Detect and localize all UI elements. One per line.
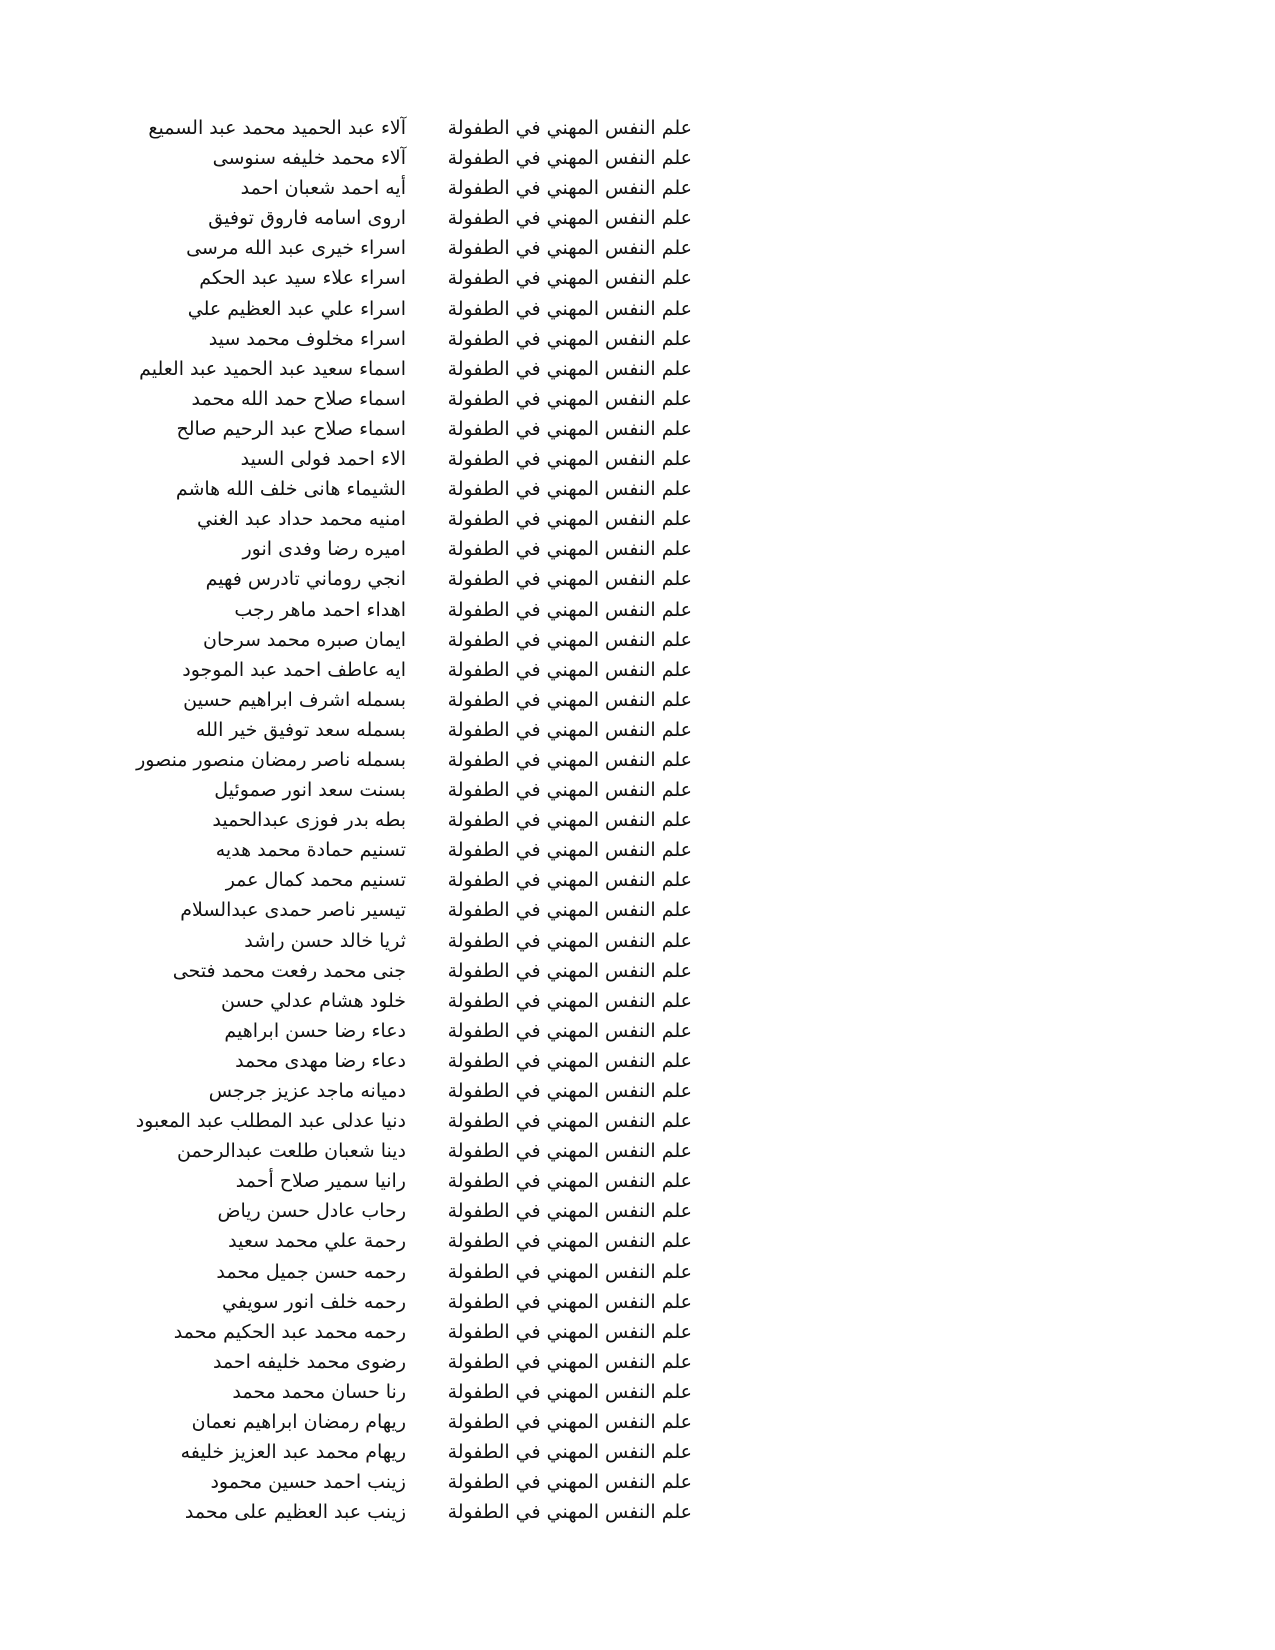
course-name-cell: علم النفس المهني في الطفولة	[447, 568, 692, 591]
table-row	[0, 324, 1275, 354]
student-name-cell: اسراء مخلوف محمد سيد	[208, 327, 406, 350]
student-name-cell: تسنيم حمادة محمد هديه	[215, 839, 406, 862]
table-row	[0, 534, 1275, 564]
student-name-cell: بسنت سعد انور صموئيل	[214, 779, 406, 802]
table-row	[0, 173, 1275, 203]
table-row	[0, 1106, 1275, 1136]
table-row	[0, 263, 1275, 293]
course-name-cell: علم النفس المهني في الطفولة	[447, 959, 692, 982]
table-row	[0, 1226, 1275, 1256]
course-name-cell: علم النفس المهني في الطفولة	[447, 779, 692, 802]
student-name-cell: اسراء علاء سيد عبد الحكم	[199, 267, 406, 290]
course-name-cell: علم النفس المهني في الطفولة	[447, 1170, 692, 1193]
student-name-cell: دعاء رضا حسن ابراهيم	[224, 1019, 406, 1042]
course-name-cell: علم النفس المهني في الطفولة	[447, 237, 692, 260]
course-name-cell: علم النفس المهني في الطفولة	[447, 989, 692, 1012]
table-row	[0, 1407, 1275, 1437]
table-row	[0, 745, 1275, 775]
table-row	[0, 504, 1275, 534]
course-name-cell: علم النفس المهني في الطفولة	[447, 1471, 692, 1494]
student-name-cell: اسراء علي عبد العظيم علي	[187, 297, 406, 320]
student-name-cell: دعاء رضا مهدى محمد	[235, 1049, 406, 1072]
table-row	[0, 1347, 1275, 1377]
student-course-list	[0, 113, 1275, 1527]
student-name-cell: بطه بدر فوزى عبدالحميد	[212, 809, 406, 832]
table-row	[0, 625, 1275, 655]
course-name-cell: علم النفس المهني في الطفولة	[447, 1320, 692, 1343]
course-name-cell: علم النفس المهني في الطفولة	[447, 1501, 692, 1524]
course-name-cell: علم النفس المهني في الطفولة	[447, 809, 692, 832]
student-name-cell: اروى اسامه فاروق توفيق	[208, 207, 406, 230]
student-name-cell: ايه عاطف احمد عبد الموجود	[182, 658, 406, 681]
student-name-cell: اسماء سعيد عبد الحميد عبد العليم	[139, 357, 406, 380]
student-name-cell: امنيه محمد حداد عبد الغني	[197, 508, 406, 531]
table-row	[0, 1136, 1275, 1166]
student-name-cell: زينب احمد حسين محمود	[210, 1471, 406, 1494]
table-row	[0, 1046, 1275, 1076]
course-name-cell: علم النفس المهني في الطفولة	[447, 417, 692, 440]
course-name-cell: علم النفس المهني في الطفولة	[447, 598, 692, 621]
course-name-cell: علم النفس المهني في الطفولة	[447, 267, 692, 290]
course-name-cell: علم النفس المهني في الطفولة	[447, 1019, 692, 1042]
student-name-cell: ايمان صبره محمد سرحان	[202, 628, 406, 651]
course-name-cell: علم النفس المهني في الطفولة	[447, 1080, 692, 1102]
student-name-cell: دينا شعبان طلعت عبدالرحمن	[177, 1140, 406, 1163]
course-name-cell: علم النفس المهني في الطفولة	[447, 1411, 692, 1434]
course-name-cell: علم النفس المهني في الطفولة	[447, 839, 692, 862]
course-name-cell: علم النفس المهني في الطفولة	[447, 1380, 692, 1403]
course-name-cell: علم النفس المهني في الطفولة	[447, 929, 692, 952]
table-row	[0, 595, 1275, 625]
student-name-cell: زينب عبد العظيم على محمد	[184, 1501, 406, 1524]
table-row	[0, 1196, 1275, 1226]
table-row	[0, 805, 1275, 835]
table-row	[0, 233, 1275, 263]
table-row	[0, 715, 1275, 745]
student-name-cell: اسماء صلاح حمد الله محمد	[191, 387, 406, 410]
table-row	[0, 1076, 1275, 1106]
course-name-cell: علم النفس المهني في الطفولة	[447, 508, 692, 531]
student-name-cell: رحمه حسن جميل محمد	[216, 1260, 406, 1283]
table-row	[0, 655, 1275, 685]
table-row	[0, 113, 1275, 143]
course-name-cell: علم النفس المهني في الطفولة	[447, 448, 692, 471]
table-row	[0, 1437, 1275, 1467]
course-name-cell: علم النفس المهني في الطفولة	[447, 117, 692, 139]
table-row	[0, 865, 1275, 895]
student-name-cell: خلود هشام عدلي حسن	[220, 989, 406, 1012]
student-name-cell: الشيماء هانى خلف الله هاشم	[175, 478, 406, 501]
course-name-cell: علم النفس المهني في الطفولة	[447, 688, 692, 711]
student-name-cell: دميانه ماجد عزيز جرجس	[208, 1080, 406, 1102]
table-row	[0, 1377, 1275, 1407]
course-name-cell: علم النفس المهني في الطفولة	[447, 1260, 692, 1283]
student-name-cell: رحمه خلف انور سويفي	[222, 1290, 406, 1313]
table-row	[0, 926, 1275, 956]
student-name-cell: بسمله ناصر رمضان منصور منصور	[136, 748, 406, 771]
student-name-cell: الاء احمد فولى السيد	[240, 448, 406, 471]
student-name-cell: رحاب عادل حسن رياض	[217, 1200, 406, 1223]
course-name-cell: علم النفس المهني في الطفولة	[447, 147, 692, 170]
course-name-cell: علم النفس المهني في الطفولة	[447, 207, 692, 230]
course-name-cell: علم النفس المهني في الطفولة	[447, 387, 692, 410]
table-row	[0, 474, 1275, 504]
course-name-cell: علم النفس المهني في الطفولة	[447, 297, 692, 320]
course-name-cell: علم النفس المهني في الطفولة	[447, 538, 692, 561]
student-name-cell: دنيا عدلى عبد المطلب عبد المعبود	[135, 1110, 406, 1133]
student-name-cell: اسراء خيرى عبد الله مرسى	[186, 237, 406, 260]
student-name-cell: تسنيم محمد كمال عمر	[225, 869, 406, 892]
student-name-cell: انجي روماني تادرس فهيم	[205, 568, 406, 591]
student-name-cell: بسمله سعد توفيق خير الله	[195, 718, 406, 741]
table-row	[0, 775, 1275, 805]
table-row	[0, 685, 1275, 715]
course-name-cell: علم النفس المهني في الطفولة	[447, 1441, 692, 1464]
table-row	[0, 294, 1275, 324]
table-row	[0, 986, 1275, 1016]
course-name-cell: علم النفس المهني في الطفولة	[447, 327, 692, 350]
table-row	[0, 835, 1275, 865]
student-name-cell: بسمله اشرف ابراهيم حسين	[183, 688, 406, 711]
course-name-cell: علم النفس المهني في الطفولة	[447, 869, 692, 892]
table-row	[0, 956, 1275, 986]
course-name-cell: علم النفس المهني في الطفولة	[447, 1350, 692, 1373]
table-row	[0, 1467, 1275, 1497]
course-name-cell: علم النفس المهني في الطفولة	[447, 1110, 692, 1133]
student-name-cell: ريهام محمد عبد العزيز خليفه	[180, 1441, 406, 1464]
table-row	[0, 1287, 1275, 1317]
student-name-cell: رحمة علي محمد سعيد	[228, 1230, 406, 1253]
course-name-cell: علم النفس المهني في الطفولة	[447, 658, 692, 681]
student-name-cell: آلاء محمد خليفه سنوسى	[212, 147, 406, 170]
student-name-cell: جنى محمد رفعت محمد فتحى	[172, 959, 406, 982]
course-name-cell: علم النفس المهني في الطفولة	[447, 1230, 692, 1253]
course-name-cell: علم النفس المهني في الطفولة	[447, 1049, 692, 1072]
course-name-cell: علم النفس المهني في الطفولة	[447, 1140, 692, 1163]
student-name-cell: اميره رضا وفدى انور	[242, 538, 406, 561]
table-row	[0, 1317, 1275, 1347]
course-name-cell: علم النفس المهني في الطفولة	[447, 177, 692, 200]
course-name-cell: علم النفس المهني في الطفولة	[447, 628, 692, 651]
course-name-cell: علم النفس المهني في الطفولة	[447, 1290, 692, 1313]
table-row	[0, 414, 1275, 444]
course-name-cell: علم النفس المهني في الطفولة	[447, 357, 692, 380]
table-row	[0, 444, 1275, 474]
student-name-cell: رضوى محمد خليفه احمد	[212, 1350, 406, 1373]
table-row	[0, 1257, 1275, 1287]
table-row	[0, 564, 1275, 594]
table-row	[0, 1016, 1275, 1046]
table-row	[0, 143, 1275, 173]
course-name-cell: علم النفس المهني في الطفولة	[447, 748, 692, 771]
student-name-cell: اهداء احمد ماهر رجب	[234, 598, 406, 621]
table-row	[0, 384, 1275, 414]
course-name-cell: علم النفس المهني في الطفولة	[447, 478, 692, 501]
table-row	[0, 1497, 1275, 1527]
student-name-cell: اسماء صلاح عبد الرحيم صالح	[176, 417, 406, 440]
student-name-cell: تيسير ناصر حمدى عبدالسلام	[180, 899, 406, 922]
course-name-cell: علم النفس المهني في الطفولة	[447, 718, 692, 741]
table-row	[0, 354, 1275, 384]
student-name-cell: رحمه محمد عبد الحكيم محمد	[173, 1320, 406, 1343]
table-row	[0, 203, 1275, 233]
table-row	[0, 1166, 1275, 1196]
table-row	[0, 895, 1275, 925]
student-name-cell: ثريا خالد حسن راشد	[244, 929, 406, 952]
student-name-cell: رانيا سمير صلاح أحمد	[235, 1170, 406, 1193]
course-name-cell: علم النفس المهني في الطفولة	[447, 1200, 692, 1223]
student-name-cell: آلاء عبد الحميد محمد عبد السميع	[148, 117, 406, 139]
student-name-cell: أيه احمد شعبان احمد	[240, 177, 406, 200]
course-name-cell: علم النفس المهني في الطفولة	[447, 899, 692, 922]
student-name-cell: ريهام رمضان ابراهيم نعمان	[191, 1411, 406, 1434]
student-name-cell: رنا حسان محمد محمد	[232, 1380, 406, 1403]
